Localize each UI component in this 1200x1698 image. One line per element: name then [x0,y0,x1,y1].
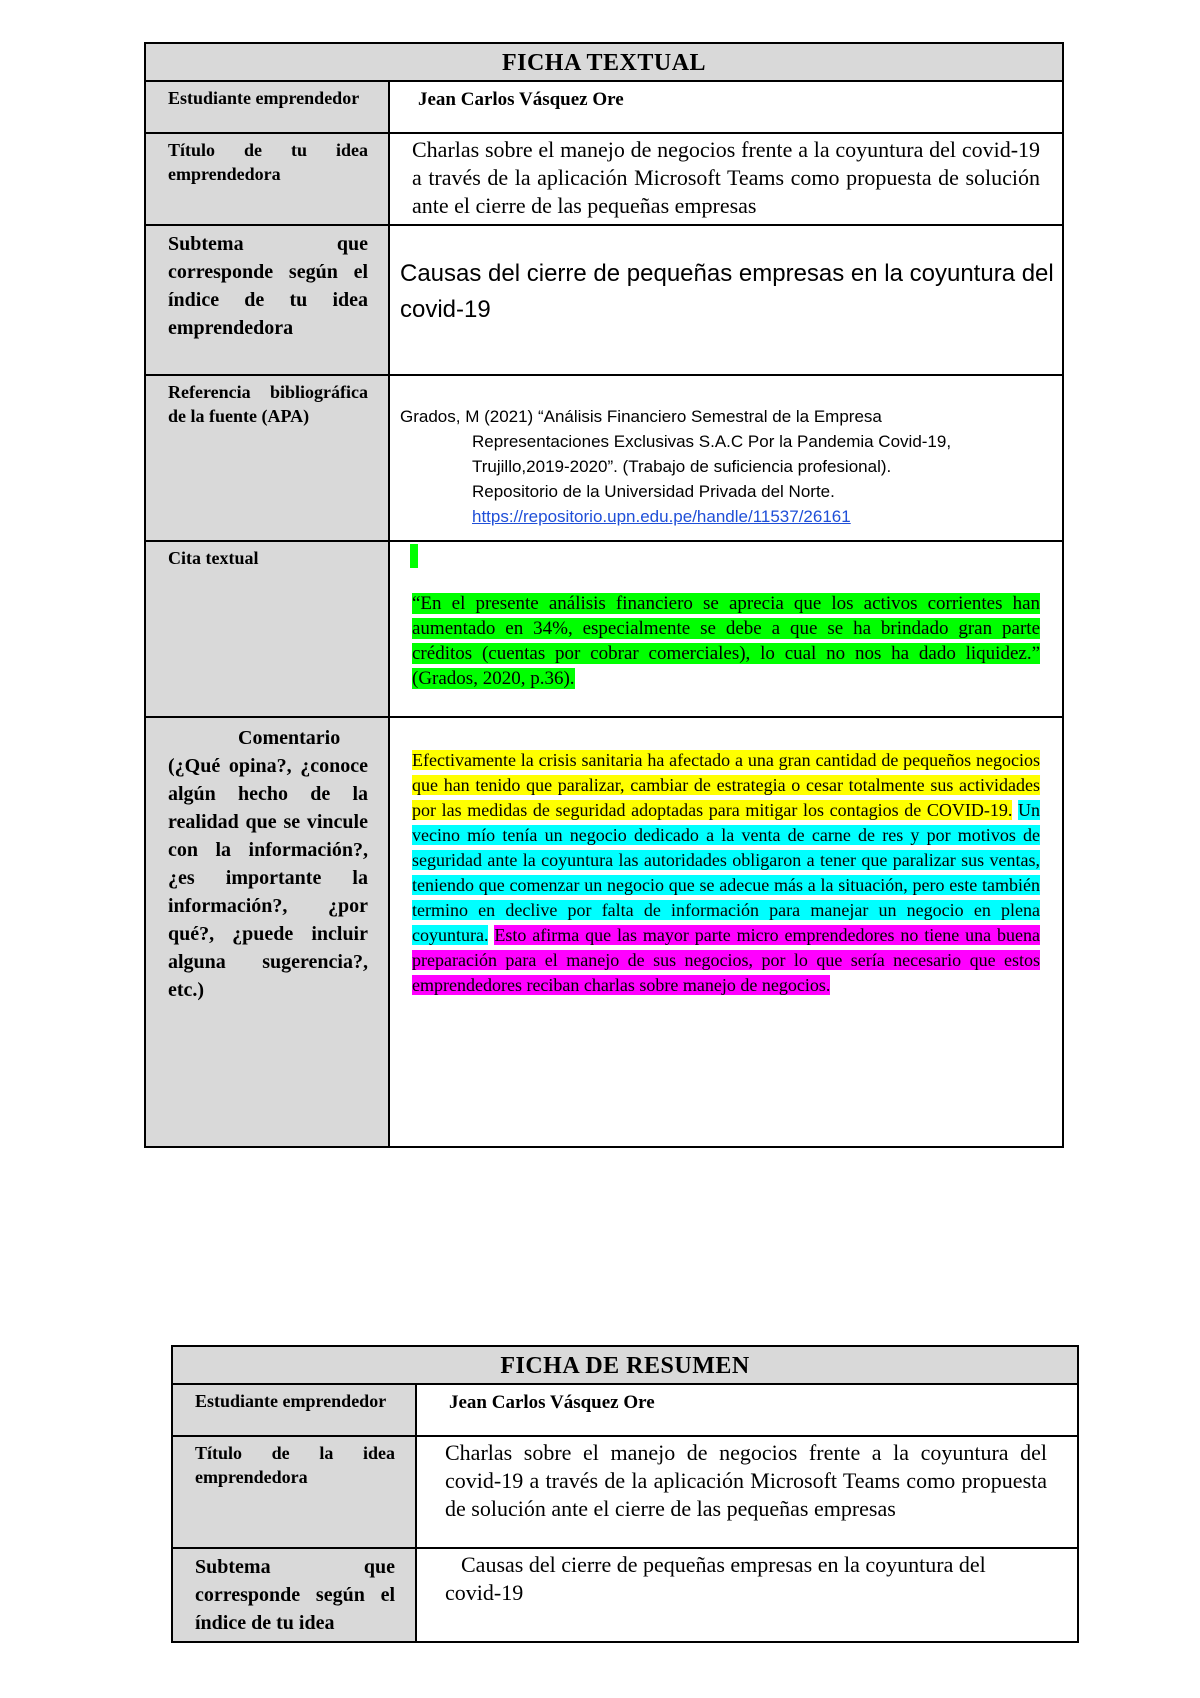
comentario-cyan: Un vecino mío tenía un negocio dedicado a la venta de carne de res y por motivos de seguridad ante la coyuntura las autoridades obligaron a tener que paralizar sus ventas, teniendo que comenzar un negocio que se adecue más a la situación, pero este también termino en declive por falta de información para manejar un negocio en plena coyuntura. [412,800,1041,945]
referencia-line-1: Grados, M (2021) “Análisis Financiero Semestral de la Empresa [400,407,882,426]
referencia-line-4: Repositorio de la Universidad Privada del Norte. [472,482,835,501]
referencia-line-2: Representaciones Exclusivas S.A.C Por la Pandemia Covid-19, [472,432,952,451]
cita-marker [410,544,418,568]
resumen-subtema-value: Causas del cierre de pequeñas empresas en la coyuntura del covid-19 [416,1548,1078,1642]
referencia-value [389,375,1063,541]
resumen-idea-title-value: Charlas sobre el manejo de negocios frente a la coyuntura del covid-19 a través de la aplicación Microsoft Teams como propuesta de solución ante el cierre de las pequeñas empresas [416,1436,1078,1548]
referencia-line-3: Trujillo,2019-2020”. (Trabajo de suficiencia profesional). [472,457,892,476]
cita-label: Cita textual [145,541,389,717]
comentario-label: Comentario (¿Qué opina?, ¿conoce algún hecho de la realidad que se vincule con la información?, ¿es importante la información?, ¿por qué?, ¿puede incluir alguna sugerencia?, etc.) [145,717,389,1147]
resumen-subtema-label: Subtema que corresponde según el índice de tu idea [172,1548,416,1642]
ficha-textual-title: FICHA TEXTUAL [145,43,1063,81]
student-name: Jean Carlos Vásquez Ore [389,81,1063,133]
ficha-textual-table [144,42,1064,1148]
ficha-resumen-title: FICHA DE RESUMEN [172,1346,1078,1384]
referencia-link[interactable]: https://repositorio.upn.edu.pe/handle/11537/26161 [472,507,851,526]
cita-cell [389,541,1063,717]
referencia-label: Referencia bibliográfica de la fuente (APA) [145,375,389,541]
subtema-value: Causas del cierre de pequeñas empresas en la coyuntura del covid-19 [389,225,1063,375]
resumen-student-name: Jean Carlos Vásquez Ore [416,1384,1078,1436]
ficha-resumen-table [171,1345,1079,1643]
student-label: Estudiante emprendedor [145,81,389,133]
cita-text: “En el presente análisis financiero se aprecia que los activos corrientes han aumentado en 34%, especialmente se debe a que se ha brindado gran parte créditos (cuentas por cobrar comerciales), lo cual no nos ha dado liquidez.” (Grados, 2020, p.36). [412,593,1041,689]
subtema-label: Subtema que corresponde según el índice de tu idea emprendedora [145,225,389,375]
comentario-yellow: Efectivamente la crisis sanitaria ha afectado a una gran cantidad de pequeños negocios que han tenido que paralizar, cambiar de estrategia o cesar totalmente sus actividades por las medidas de seguridad adoptadas para mitigar los contagios de COVID-19. [412,750,1041,820]
comentario-value [389,717,1063,1147]
comentario-magenta: Esto afirma que las mayor parte micro emprendedores no tiene una buena preparación para el manejo de sus negocios, por lo que sería necesario que estos emprendedores reciban charlas sobre manejo de negocios. [412,925,1041,995]
idea-title-label: Título de tu idea emprendedora [145,133,389,225]
resumen-student-label: Estudiante emprendedor [172,1384,416,1436]
idea-title-value: Charlas sobre el manejo de negocios frente a la coyuntura del covid-19 a través de la aplicación Microsoft Teams como propuesta de solución ante el cierre de las pequeñas empresas [389,133,1063,225]
resumen-idea-title-label: Título de la idea emprendedora [172,1436,416,1548]
